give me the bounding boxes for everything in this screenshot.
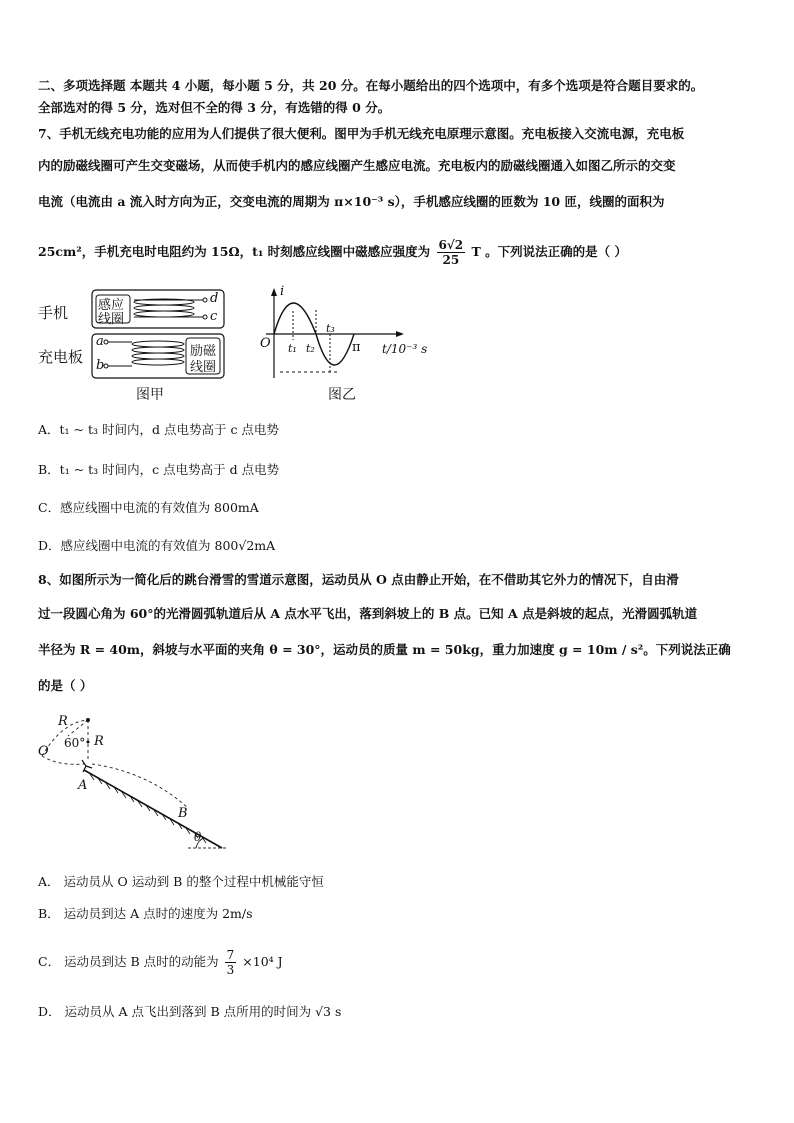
q7-option-a: A．t₁ ~ t₃ 时间内，d 点电势高于 c 点电势 (38, 422, 279, 437)
figure-b-caption: 图乙 (328, 387, 356, 403)
q8-option-b: B． 运动员到达 A 点时的速度为 2m/s (38, 906, 253, 921)
label-exc-coil-2: 线圈 (190, 360, 217, 375)
label-O: O (38, 744, 49, 759)
q8-option-c-text-b: ×10⁴ J (242, 954, 283, 969)
figure-a (38, 286, 238, 406)
q7-option-d: D．感应线圈中电流的有效值为 800√2mA (38, 538, 276, 553)
q8-option-a: A． 运动员从 O 运动到 B 的整个过程中机械能守恒 (38, 874, 324, 889)
label-d: d (210, 291, 219, 306)
label-sense-coil-2: 线圈 (98, 312, 125, 327)
label-theta: θ (194, 830, 202, 844)
label-t1: t₁ (288, 342, 297, 355)
label-B: B (178, 806, 188, 821)
label-A: A (78, 778, 88, 793)
section-header-line2: 全部选对的得 5 分，选对但不全的得 3 分，有选错的得 0 分。 (38, 100, 391, 115)
q8-frac-num: 7 (226, 948, 235, 962)
label-i: i (280, 284, 285, 299)
q7-line4-text-a: 25cm²，手机充电时电阻约为 15Ω，t₁ 时刻感应线圈中磁感应强度为 (38, 244, 431, 259)
q8-option-c-text-a: C． 运动员到达 B 点时的动能为 (38, 954, 219, 969)
q7-option-b: B．t₁ ~ t₃ 时间内，c 点电势高于 d 点电势 (38, 462, 280, 477)
q7-frac-num: 6√2 (438, 238, 464, 252)
q8-option-c (38, 948, 283, 977)
q7-line4 (38, 238, 627, 267)
q7-line3: 电流（电流由 a 流入时方向为正，交变电流的周期为 π×10⁻³ s），手机感应线圈的匝数为 10 匝，线圈的面积为 (38, 194, 665, 209)
q8-frac-den: 3 (226, 963, 235, 977)
label-origin: O (260, 336, 271, 351)
label-phone: 手机 (38, 304, 69, 322)
label-t3: t₃ (326, 322, 335, 335)
q8-line4: 的是（ ） (38, 678, 93, 693)
label-pi: π (352, 340, 361, 355)
label-t-axis: t/10⁻³ s (382, 342, 428, 356)
label-charger: 充电板 (38, 348, 84, 366)
q7-line4-text-b: T 。下列说法正确的是（ ） (471, 244, 628, 259)
label-c: c (210, 309, 218, 324)
figure-ski-jump (38, 712, 228, 852)
label-R2: R (94, 734, 104, 749)
label-b: b (96, 358, 105, 373)
q7-option-c: C．感应线圈中电流的有效值为 800mA (38, 500, 259, 515)
q8-option-c-fraction (225, 948, 237, 977)
label-t2: t₂ (306, 342, 315, 355)
q8-option-d: D． 运动员从 A 点飞出到落到 B 点所用的时间为 √3 s (38, 1004, 342, 1019)
q7-frac-den: 25 (442, 253, 460, 267)
label-R1: R (58, 714, 68, 729)
section-header-line1: 二、多项选择题 本题共 4 小题，每小题 5 分，共 20 分。在每小题给出的四个选项中，有多个选项是符合题目要求的。 (38, 78, 704, 93)
q7-line1: 7、手机无线充电功能的应用为人们提供了很大便利。图甲为手机无线充电原理示意图。充电板接入交流电源，充电板 (38, 126, 685, 141)
figure-b-graph (258, 284, 448, 384)
label-angle-60: 60° (64, 736, 86, 750)
q7-fraction (437, 238, 466, 267)
label-a: a (96, 334, 104, 349)
figure-b (258, 284, 448, 406)
label-sense-coil-1: 感应 (98, 298, 125, 313)
q8-line2: 过一段圆心角为 60°的光滑圆弧轨道后从 A 点水平飞出，落到斜坡上的 B 点。已知 A 点是斜坡的起点，光滑圆弧轨道 (38, 606, 698, 621)
q8-line1: 8、如图所示为一简化后的跳台滑雪的雪道示意图，运动员从 O 点由静止开始，在不借助其它外力的情况下，自由滑 (38, 572, 679, 587)
q8-line3: 半径为 R = 40m，斜坡与水平面的夹角 θ = 30°，运动员的质量 m = 50kg，重力加速度 g = 10m / s²。下列说法正确 (38, 642, 731, 657)
label-exc-coil-1: 励磁 (190, 344, 217, 359)
q7-line2: 内的励磁线圈可产生交变磁场，从而使手机内的感应线圈产生感应电流。充电板内的励磁线圈通入如图乙所示的交变 (38, 158, 676, 173)
figure-a-caption: 图甲 (136, 387, 164, 403)
